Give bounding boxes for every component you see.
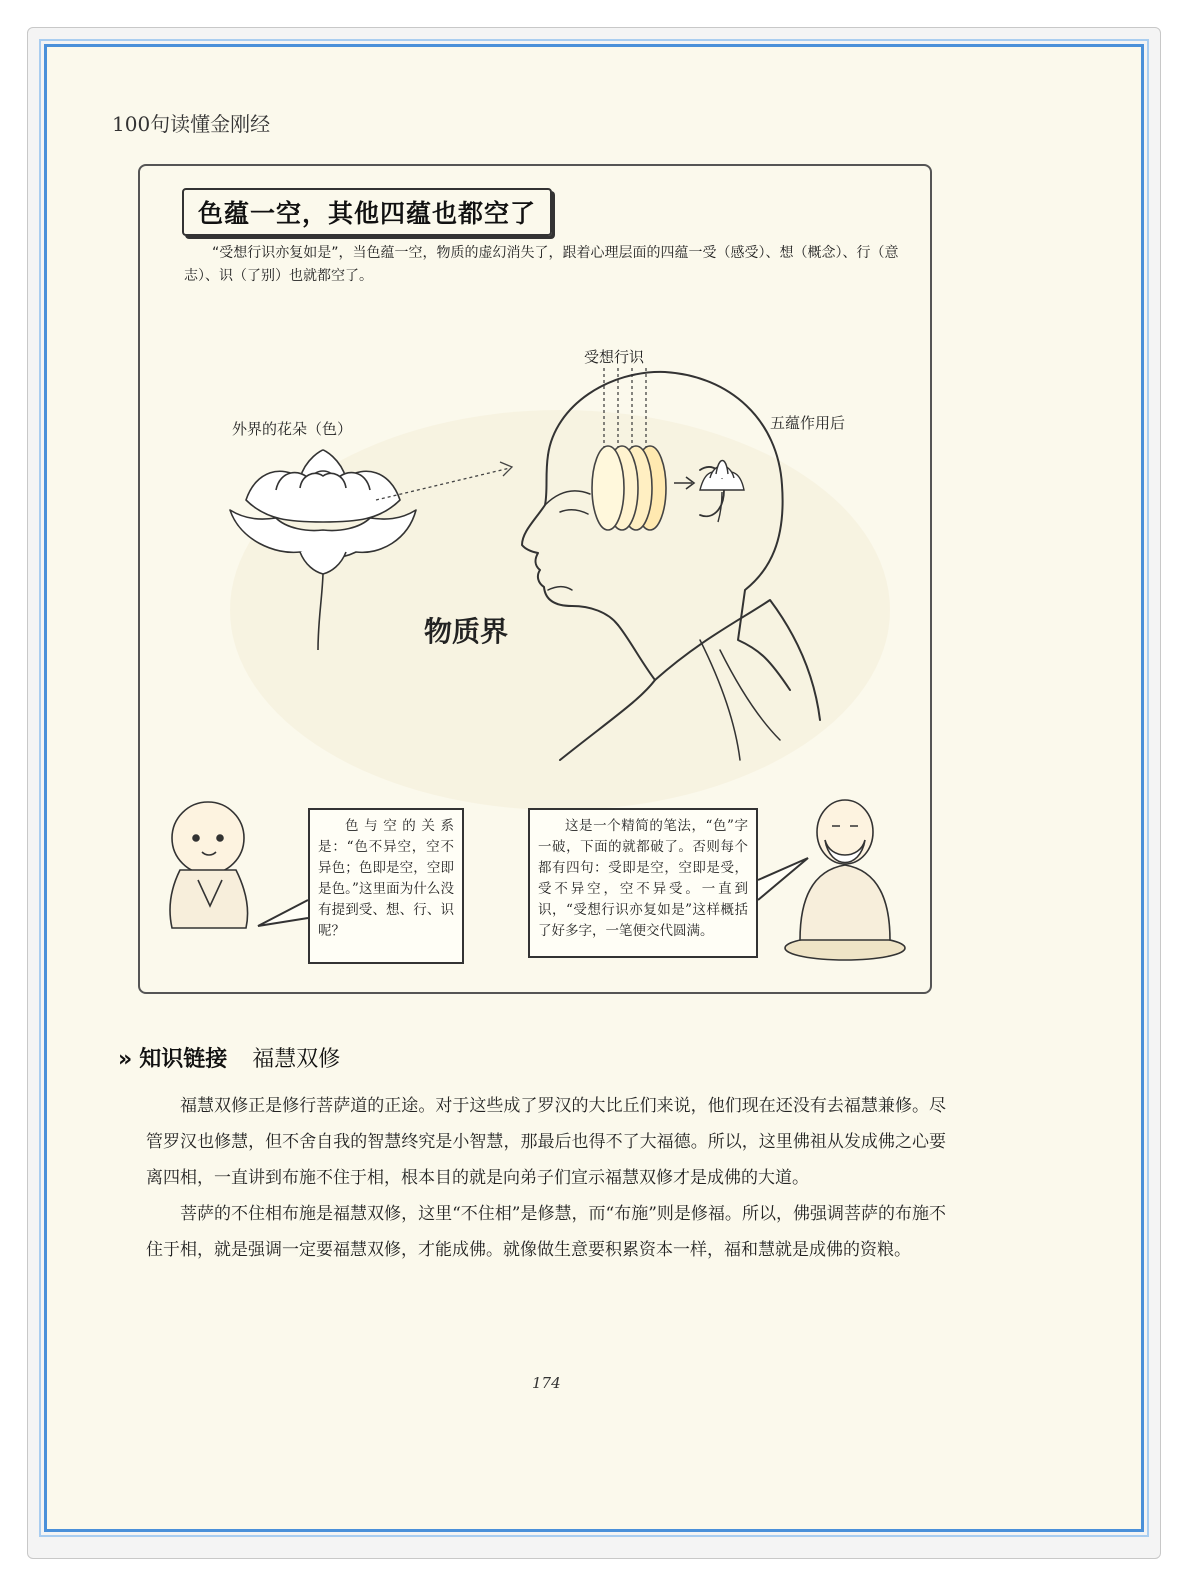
- right-bubble-tail: [758, 858, 808, 900]
- section-subtitle: 福慧双修: [252, 1047, 341, 1072]
- left-bubble-tail: [258, 900, 308, 926]
- figure-title: 色蕴一空，其他四蕴也都空了: [182, 188, 552, 236]
- novice-monk-drawing: [170, 802, 247, 928]
- label-outer-flower: 外界的花朵（色）: [232, 420, 353, 438]
- master-monk-drawing: [785, 800, 905, 960]
- running-header: 100句读懂金刚经: [112, 112, 271, 136]
- paragraph: 菩萨的不住相布施是福慧双修，这里“不住相”是修慧，而“布施”则是修福。所以，佛强调菩萨的布施不住于相，就是强调一定要福慧双修，才能成佛。就像做生意要积累资本一样，福和慧就是成佛的资粮。: [146, 1204, 946, 1260]
- label-after-skandhas: 五蕴作用后: [770, 414, 846, 432]
- label-four-skandhas: 受想行识: [584, 348, 645, 366]
- skandha-discs: [592, 446, 666, 530]
- master-speech-bubble: 这是一个精简的笔法，“色”字一破，下面的就都破了。否则每个都有四句：受即是空，空即是受，受不异空，空不异受。一直到识，“受想行识亦复如是”这样概括了好多字，一笔便交代圆满。: [528, 808, 758, 958]
- section-heading: [118, 1042, 340, 1073]
- figure-intro: “受想行识亦复如是”，当色蕴一空，物质的虚幻消失了，跟着心理层面的四蕴一受（感受）、想（概念）、行（意志）、识（了别）也就都空了。: [184, 245, 899, 284]
- page-number: 174: [532, 1374, 561, 1392]
- label-material-world: 物质界: [424, 615, 509, 648]
- paragraph: 福慧双修正是修行菩萨道的正途。对于这些成了罗汉的大比丘们来说，他们现在还没有去福慧兼修。尽管罗汉也修慧，但不舍自我的智慧终究是小智慧，那最后也得不了大福德。所以，这里佛祖从发成佛之心要离四相，一直讲到布施不住于相，根本目的就是向弟子们宣示福慧双修才是成佛的大道。: [146, 1096, 946, 1188]
- body-text: [146, 1088, 946, 1268]
- chevron-icon: »: [118, 1047, 133, 1072]
- section-keyword: 知识链接: [139, 1047, 228, 1072]
- novice-speech-bubble: 色与空的关系是：“色不异空，空不异色；色即是空，空即是色。”这里面为什么没有提到受、想、行、识呢？: [308, 808, 464, 964]
